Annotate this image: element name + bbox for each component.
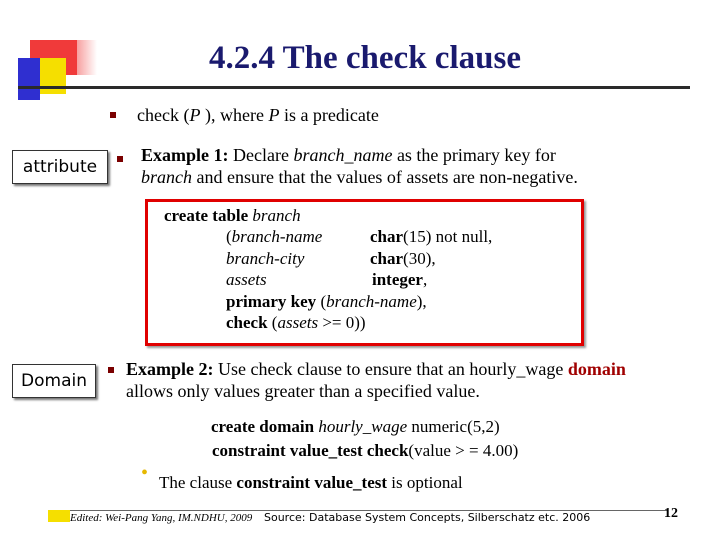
domain-keyword: domain bbox=[567, 359, 626, 379]
code-line-5: primary key (branch-name), bbox=[226, 292, 427, 311]
create-domain-line-2: constraint value_test check(value > = 4.00) bbox=[212, 441, 519, 460]
create-table-code-box bbox=[145, 199, 584, 346]
bullet-marker bbox=[117, 156, 123, 162]
attribute-label-box bbox=[12, 150, 108, 184]
example-2-text: Example 2: Use check clause to ensure that an hourly_wage domain allows only values greater than a specified value. bbox=[126, 359, 626, 401]
code-line-3-col: branch-city bbox=[226, 249, 305, 268]
title-rule bbox=[18, 86, 690, 89]
code-line-4-type: integer, bbox=[372, 270, 428, 289]
domain-label-box bbox=[12, 364, 96, 398]
domain-label: Domain bbox=[21, 371, 87, 391]
page-number: 12 bbox=[664, 506, 678, 521]
footer-edited: Edited: Wei-Pang Yang, IM.NDHU, 2009 bbox=[70, 512, 253, 524]
attribute-label: attribute bbox=[22, 157, 98, 177]
code-line-6: check (assets >= 0)) bbox=[226, 313, 366, 332]
logo-blue-square bbox=[18, 58, 40, 100]
code-line-1: create table branch bbox=[164, 206, 301, 225]
code-line-2-col: (branch-name bbox=[226, 227, 323, 246]
keyword: check bbox=[137, 105, 179, 125]
create-domain-line-1: create domain hourly_wage numeric(5,2) bbox=[211, 417, 500, 436]
footer-source: Source: Database System Concepts, Silberschatz etc. 2006 bbox=[264, 511, 591, 524]
code-line-3-type: char(30), bbox=[370, 249, 436, 268]
slide-title: 4.2.4 The check clause bbox=[209, 40, 521, 76]
dot-bullet-icon: • bbox=[141, 462, 149, 484]
code-line-4-col: assets bbox=[226, 270, 267, 289]
bullet-marker bbox=[110, 112, 116, 118]
code-line-2-type: char(15) not null, bbox=[370, 227, 493, 246]
logo-fade bbox=[77, 40, 97, 75]
optional-note: The clause constraint value_test is optional bbox=[159, 473, 463, 492]
footer-logo-square bbox=[48, 510, 70, 522]
bullet-check-definition: check (P ), where P is a predicate bbox=[137, 105, 379, 125]
example-1-text: Example 1: Declare branch_name as the primary key for branch and ensure that the values of assets are non-negative. bbox=[141, 145, 578, 187]
bullet-marker bbox=[108, 367, 114, 373]
